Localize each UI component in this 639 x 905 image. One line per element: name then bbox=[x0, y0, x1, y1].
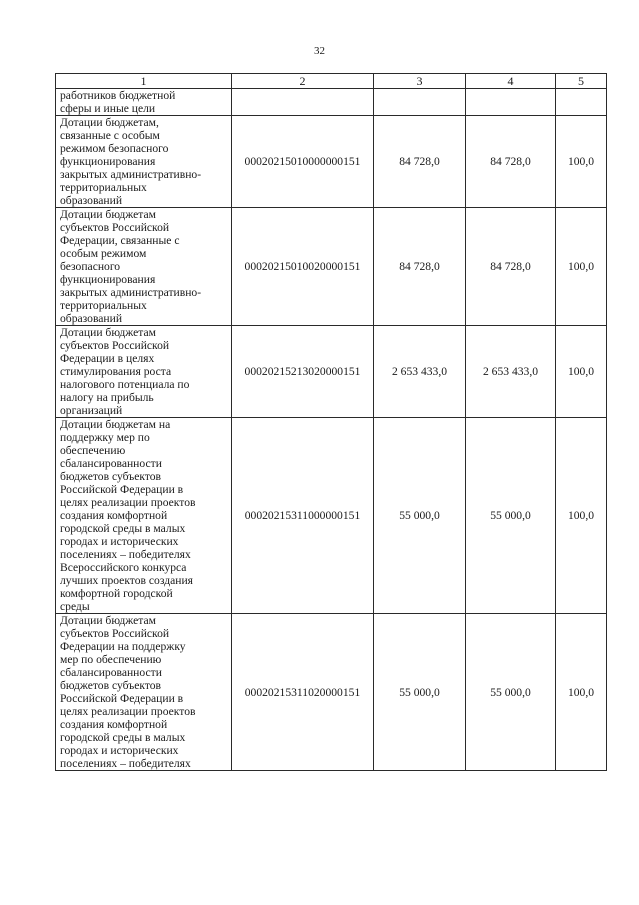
row-name-line: Федерации на поддержку bbox=[60, 640, 186, 653]
row-name-cell bbox=[56, 89, 232, 116]
row-name-line: безопасного bbox=[60, 260, 121, 273]
row-name-cell bbox=[56, 614, 232, 771]
row-col5-cell: 100,0 bbox=[556, 418, 607, 614]
row-col4-cell: 84 728,0 bbox=[466, 116, 556, 208]
row-name-line: организаций bbox=[60, 404, 123, 417]
row-name-cell bbox=[56, 418, 232, 614]
table-row bbox=[56, 208, 607, 326]
row-col3-cell: 84 728,0 bbox=[374, 208, 466, 326]
row-name-line: Дотации бюджетам bbox=[60, 326, 156, 339]
row-col5-cell: 100,0 bbox=[556, 116, 607, 208]
table-row bbox=[56, 89, 607, 116]
row-name-line: Дотации бюджетам, bbox=[60, 116, 159, 129]
row-col3-cell: 55 000,0 bbox=[374, 614, 466, 771]
row-name-line: Федерации в целях bbox=[60, 352, 155, 365]
budget-table bbox=[55, 73, 607, 771]
row-name-line: налогового потенциала по bbox=[60, 378, 190, 391]
row-name-line: функционирования bbox=[60, 155, 156, 168]
row-name-line: Федерации, связанные с bbox=[60, 234, 180, 247]
row-col4-cell: 55 000,0 bbox=[466, 418, 556, 614]
row-name-line: сферы и иные цели bbox=[60, 102, 156, 115]
row-col3-cell: 55 000,0 bbox=[374, 418, 466, 614]
table-row bbox=[56, 614, 607, 771]
row-name-line: целях реализации проектов bbox=[60, 496, 196, 509]
column-header-1: 1 bbox=[56, 74, 232, 89]
row-name-line: территориальных bbox=[60, 299, 147, 312]
row-name-line: создания комфортной bbox=[60, 718, 168, 731]
row-name-line: особым режимом bbox=[60, 247, 147, 260]
row-name-line: налогу на прибыль bbox=[60, 391, 154, 404]
row-name-line: субъектов Российской bbox=[60, 627, 170, 640]
row-code-cell bbox=[232, 89, 374, 116]
row-name-line: закрытых административно- bbox=[60, 168, 202, 181]
row-name-line: Дотации бюджетам на bbox=[60, 418, 171, 431]
row-name-line: мер по обеспечению bbox=[60, 653, 162, 666]
column-header-2: 2 bbox=[232, 74, 374, 89]
row-col3-cell: 84 728,0 bbox=[374, 116, 466, 208]
row-name-line: городах и исторических bbox=[60, 535, 179, 548]
row-col5-cell: 100,0 bbox=[556, 326, 607, 418]
page-number: 32 bbox=[314, 45, 325, 57]
row-name-line: субъектов Российской bbox=[60, 339, 170, 352]
table-row bbox=[56, 418, 607, 614]
row-code-cell: 00020215311020000151 bbox=[232, 614, 374, 771]
row-name-line: поселениях – победителях bbox=[60, 757, 191, 770]
row-name-line: среды bbox=[60, 600, 90, 613]
row-name-cell bbox=[56, 208, 232, 326]
column-header-5: 5 bbox=[556, 74, 607, 89]
row-name-line: создания комфортной bbox=[60, 509, 168, 522]
row-col4-cell: 84 728,0 bbox=[466, 208, 556, 326]
row-name-line: поселениях – победителях bbox=[60, 548, 191, 561]
row-name-line: территориальных bbox=[60, 181, 147, 194]
row-col3-cell bbox=[374, 89, 466, 116]
table-row bbox=[56, 116, 607, 208]
row-code-cell: 00020215010000000151 bbox=[232, 116, 374, 208]
row-code-cell: 00020215213020000151 bbox=[232, 326, 374, 418]
row-name-line: комфортной городской bbox=[60, 587, 173, 600]
row-name-line: Российской Федерации в bbox=[60, 483, 184, 496]
row-name-line: городах и исторических bbox=[60, 744, 179, 757]
row-col5-cell: 100,0 bbox=[556, 614, 607, 771]
row-name-line: Российской Федерации в bbox=[60, 692, 184, 705]
row-name-line: городской среды в малых bbox=[60, 522, 186, 535]
row-col5-cell bbox=[556, 89, 607, 116]
row-col5-cell: 100,0 bbox=[556, 208, 607, 326]
row-name-line: закрытых административно- bbox=[60, 286, 202, 299]
row-name-line: лучших проектов создания bbox=[60, 574, 193, 587]
row-name-cell bbox=[56, 116, 232, 208]
row-name-line: стимулирования роста bbox=[60, 365, 172, 378]
row-name-line: режимом безопасного bbox=[60, 142, 169, 155]
row-col4-cell: 2 653 433,0 bbox=[466, 326, 556, 418]
row-code-cell: 00020215010020000151 bbox=[232, 208, 374, 326]
row-name-line: поддержку мер по bbox=[60, 431, 150, 444]
row-name-line: бюджетов субъектов bbox=[60, 470, 162, 483]
row-name-cell bbox=[56, 326, 232, 418]
row-col4-cell bbox=[466, 89, 556, 116]
row-name-line: образований bbox=[60, 312, 123, 325]
row-col3-cell: 2 653 433,0 bbox=[374, 326, 466, 418]
row-name-line: связанные с особым bbox=[60, 129, 160, 142]
row-code-cell: 00020215311000000151 bbox=[232, 418, 374, 614]
row-name-line: бюджетов субъектов bbox=[60, 679, 162, 692]
row-name-line: сбалансированности bbox=[60, 457, 162, 470]
column-header-4: 4 bbox=[466, 74, 556, 89]
row-name-line: обеспечению bbox=[60, 444, 126, 457]
row-name-line: функционирования bbox=[60, 273, 156, 286]
row-name-line: целях реализации проектов bbox=[60, 705, 196, 718]
row-name-line: сбалансированности bbox=[60, 666, 162, 679]
row-col4-cell: 55 000,0 bbox=[466, 614, 556, 771]
row-name-line: Дотации бюджетам bbox=[60, 208, 156, 221]
table-header-row bbox=[56, 74, 607, 89]
row-name-line: образований bbox=[60, 194, 123, 207]
row-name-line: субъектов Российской bbox=[60, 221, 170, 234]
table-row bbox=[56, 326, 607, 418]
row-name-line: Всероссийского конкурса bbox=[60, 561, 187, 574]
table-body bbox=[56, 89, 607, 771]
row-name-line: городской среды в малых bbox=[60, 731, 186, 744]
row-name-line: Дотации бюджетам bbox=[60, 614, 156, 627]
column-header-3: 3 bbox=[374, 74, 466, 89]
row-name-line: работников бюджетной bbox=[60, 89, 176, 102]
